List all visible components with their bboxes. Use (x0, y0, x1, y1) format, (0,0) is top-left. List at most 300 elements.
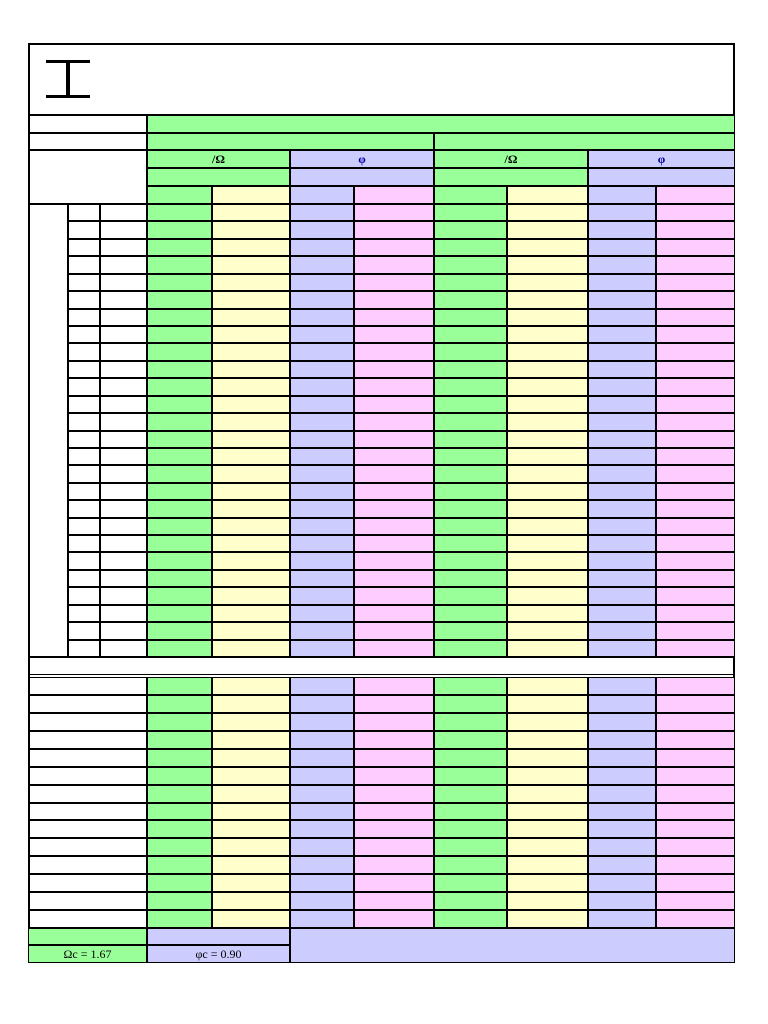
data-cell[interactable] (656, 677, 735, 695)
data-cell[interactable] (147, 221, 212, 239)
data-cell[interactable] (656, 518, 735, 535)
data-cell[interactable] (147, 749, 212, 767)
data-cell[interactable] (434, 605, 507, 622)
data-cell[interactable] (588, 518, 656, 535)
data-cell[interactable] (588, 605, 656, 622)
data-cell[interactable] (290, 767, 354, 785)
data-cell[interactable] (290, 874, 354, 892)
data-cell[interactable] (588, 803, 656, 820)
data-cell[interactable] (507, 731, 588, 749)
data-cell[interactable] (434, 587, 507, 605)
data-cell[interactable] (507, 343, 588, 361)
data-cell[interactable] (147, 570, 212, 587)
data-cell[interactable] (212, 291, 290, 309)
data-cell[interactable] (588, 749, 656, 767)
data-cell[interactable] (656, 713, 735, 731)
data-cell[interactable] (290, 677, 354, 695)
data-cell[interactable] (434, 518, 507, 535)
data-cell[interactable] (147, 605, 212, 622)
data-cell[interactable] (290, 274, 354, 291)
data-cell[interactable] (354, 767, 434, 785)
data-cell[interactable] (588, 785, 656, 803)
data-cell[interactable] (507, 803, 588, 820)
data-cell[interactable] (212, 749, 290, 767)
data-cell[interactable] (212, 413, 290, 431)
data-cell[interactable] (212, 518, 290, 535)
data-cell[interactable] (656, 892, 735, 910)
data-cell[interactable] (354, 291, 434, 309)
data-cell[interactable] (507, 749, 588, 767)
data-cell[interactable] (656, 749, 735, 767)
data-cell[interactable] (354, 552, 434, 570)
data-cell[interactable] (656, 326, 735, 343)
data-cell[interactable] (507, 274, 588, 291)
data-cell[interactable] (354, 695, 434, 713)
data-cell[interactable] (434, 552, 507, 570)
data-cell[interactable] (212, 820, 290, 838)
data-cell[interactable] (656, 785, 735, 803)
data-cell[interactable] (212, 785, 290, 803)
data-cell[interactable] (656, 291, 735, 309)
data-cell[interactable] (434, 274, 507, 291)
data-cell[interactable] (434, 910, 507, 928)
data-cell[interactable] (434, 431, 507, 448)
data-cell[interactable] (290, 695, 354, 713)
data-cell[interactable] (507, 256, 588, 274)
data-cell[interactable] (588, 204, 656, 221)
data-cell[interactable] (588, 500, 656, 518)
data-cell[interactable] (656, 874, 735, 892)
data-cell[interactable] (147, 256, 212, 274)
data-cell[interactable] (434, 622, 507, 640)
data-cell[interactable] (434, 640, 507, 657)
data-cell[interactable] (507, 518, 588, 535)
data-cell[interactable] (588, 767, 656, 785)
data-cell[interactable] (588, 326, 656, 343)
data-cell[interactable] (147, 838, 212, 856)
data-cell[interactable] (212, 239, 290, 256)
data-cell[interactable] (656, 465, 735, 483)
data-cell[interactable] (507, 767, 588, 785)
data-cell[interactable] (212, 378, 290, 396)
data-cell[interactable] (354, 677, 434, 695)
data-cell[interactable] (212, 309, 290, 326)
data-cell[interactable] (290, 500, 354, 518)
data-cell[interactable] (212, 256, 290, 274)
data-cell[interactable] (656, 838, 735, 856)
data-cell[interactable] (588, 413, 656, 431)
data-cell[interactable] (434, 803, 507, 820)
data-cell[interactable] (507, 378, 588, 396)
data-cell[interactable] (434, 309, 507, 326)
data-cell[interactable] (434, 731, 507, 749)
data-cell[interactable] (507, 204, 588, 221)
data-cell[interactable] (656, 622, 735, 640)
data-cell[interactable] (588, 343, 656, 361)
data-cell[interactable] (147, 767, 212, 785)
data-cell[interactable] (434, 892, 507, 910)
data-cell[interactable] (290, 856, 354, 874)
data-cell[interactable] (588, 731, 656, 749)
data-cell[interactable] (434, 838, 507, 856)
data-cell[interactable] (354, 239, 434, 256)
data-cell[interactable] (507, 413, 588, 431)
data-cell[interactable] (434, 448, 507, 465)
data-cell[interactable] (656, 378, 735, 396)
data-cell[interactable] (507, 910, 588, 928)
data-cell[interactable] (434, 361, 507, 378)
data-cell[interactable] (507, 500, 588, 518)
data-cell[interactable] (354, 570, 434, 587)
data-cell[interactable] (212, 767, 290, 785)
data-cell[interactable] (656, 343, 735, 361)
data-cell[interactable] (354, 605, 434, 622)
data-cell[interactable] (354, 274, 434, 291)
data-cell[interactable] (147, 535, 212, 552)
data-cell[interactable] (147, 587, 212, 605)
data-cell[interactable] (507, 856, 588, 874)
data-cell[interactable] (507, 587, 588, 605)
data-cell[interactable] (656, 535, 735, 552)
data-cell[interactable] (507, 570, 588, 587)
data-cell[interactable] (507, 640, 588, 657)
data-cell[interactable] (212, 856, 290, 874)
data-cell[interactable] (354, 500, 434, 518)
data-cell[interactable] (290, 204, 354, 221)
data-cell[interactable] (212, 803, 290, 820)
data-cell[interactable] (507, 605, 588, 622)
data-cell[interactable] (507, 713, 588, 731)
data-cell[interactable] (147, 291, 212, 309)
data-cell[interactable] (656, 640, 735, 657)
data-cell[interactable] (507, 622, 588, 640)
data-cell[interactable] (147, 552, 212, 570)
data-cell[interactable] (434, 713, 507, 731)
data-cell[interactable] (434, 677, 507, 695)
data-cell[interactable] (507, 291, 588, 309)
data-cell[interactable] (588, 820, 656, 838)
data-cell[interactable] (434, 874, 507, 892)
data-cell[interactable] (434, 239, 507, 256)
data-cell[interactable] (354, 587, 434, 605)
data-cell[interactable] (290, 535, 354, 552)
data-cell[interactable] (212, 695, 290, 713)
data-cell[interactable] (290, 552, 354, 570)
data-cell[interactable] (656, 361, 735, 378)
data-cell[interactable] (212, 874, 290, 892)
data-cell[interactable] (212, 605, 290, 622)
data-cell[interactable] (290, 570, 354, 587)
data-cell[interactable] (212, 274, 290, 291)
data-cell[interactable] (354, 396, 434, 413)
data-cell[interactable] (434, 465, 507, 483)
data-cell[interactable] (656, 731, 735, 749)
data-cell[interactable] (434, 413, 507, 431)
data-cell[interactable] (147, 500, 212, 518)
data-cell[interactable] (290, 910, 354, 928)
data-cell[interactable] (507, 874, 588, 892)
data-cell[interactable] (147, 361, 212, 378)
data-cell[interactable] (588, 838, 656, 856)
data-cell[interactable] (354, 785, 434, 803)
data-cell[interactable] (147, 483, 212, 500)
data-cell[interactable] (354, 535, 434, 552)
data-cell[interactable] (434, 749, 507, 767)
data-cell[interactable] (147, 856, 212, 874)
data-cell[interactable] (588, 552, 656, 570)
data-cell[interactable] (212, 448, 290, 465)
data-cell[interactable] (656, 570, 735, 587)
data-cell[interactable] (147, 731, 212, 749)
data-cell[interactable] (290, 820, 354, 838)
data-cell[interactable] (354, 820, 434, 838)
data-cell[interactable] (656, 552, 735, 570)
data-cell[interactable] (212, 910, 290, 928)
data-cell[interactable] (507, 361, 588, 378)
data-cell[interactable] (290, 431, 354, 448)
data-cell[interactable] (507, 239, 588, 256)
data-cell[interactable] (588, 274, 656, 291)
data-cell[interactable] (212, 677, 290, 695)
data-cell[interactable] (290, 309, 354, 326)
data-cell[interactable] (147, 465, 212, 483)
data-cell[interactable] (147, 326, 212, 343)
data-cell[interactable] (354, 910, 434, 928)
data-cell[interactable] (507, 483, 588, 500)
data-cell[interactable] (212, 622, 290, 640)
data-cell[interactable] (147, 677, 212, 695)
data-cell[interactable] (354, 874, 434, 892)
data-cell[interactable] (354, 448, 434, 465)
data-cell[interactable] (212, 396, 290, 413)
data-cell[interactable] (147, 343, 212, 361)
data-cell[interactable] (147, 413, 212, 431)
data-cell[interactable] (656, 587, 735, 605)
data-cell[interactable] (507, 892, 588, 910)
data-cell[interactable] (290, 785, 354, 803)
data-cell[interactable] (354, 256, 434, 274)
data-cell[interactable] (212, 587, 290, 605)
data-cell[interactable] (354, 413, 434, 431)
data-cell[interactable] (434, 326, 507, 343)
data-cell[interactable] (147, 785, 212, 803)
data-cell[interactable] (290, 587, 354, 605)
data-cell[interactable] (656, 274, 735, 291)
data-cell[interactable] (212, 731, 290, 749)
data-cell[interactable] (147, 874, 212, 892)
data-cell[interactable] (434, 767, 507, 785)
data-cell[interactable] (212, 838, 290, 856)
data-cell[interactable] (290, 448, 354, 465)
data-cell[interactable] (588, 465, 656, 483)
data-cell[interactable] (434, 695, 507, 713)
data-cell[interactable] (147, 622, 212, 640)
data-cell[interactable] (656, 605, 735, 622)
data-cell[interactable] (354, 221, 434, 239)
data-cell[interactable] (147, 378, 212, 396)
data-cell[interactable] (507, 677, 588, 695)
data-cell[interactable] (588, 378, 656, 396)
data-cell[interactable] (434, 256, 507, 274)
data-cell[interactable] (588, 239, 656, 256)
data-cell[interactable] (656, 820, 735, 838)
data-cell[interactable] (354, 838, 434, 856)
data-cell[interactable] (588, 695, 656, 713)
data-cell[interactable] (290, 518, 354, 535)
data-cell[interactable] (434, 820, 507, 838)
data-cell[interactable] (588, 396, 656, 413)
data-cell[interactable] (588, 677, 656, 695)
data-cell[interactable] (212, 640, 290, 657)
data-cell[interactable] (290, 749, 354, 767)
data-cell[interactable] (212, 713, 290, 731)
data-cell[interactable] (290, 361, 354, 378)
data-cell[interactable] (588, 892, 656, 910)
data-cell[interactable] (290, 413, 354, 431)
data-cell[interactable] (354, 622, 434, 640)
data-cell[interactable] (290, 605, 354, 622)
data-cell[interactable] (656, 413, 735, 431)
data-cell[interactable] (434, 378, 507, 396)
data-cell[interactable] (588, 221, 656, 239)
data-cell[interactable] (290, 731, 354, 749)
data-cell[interactable] (147, 518, 212, 535)
data-cell[interactable] (147, 448, 212, 465)
data-cell[interactable] (588, 361, 656, 378)
data-cell[interactable] (212, 465, 290, 483)
data-cell[interactable] (507, 431, 588, 448)
data-cell[interactable] (434, 221, 507, 239)
data-cell[interactable] (507, 221, 588, 239)
data-cell[interactable] (290, 291, 354, 309)
data-cell[interactable] (290, 713, 354, 731)
data-cell[interactable] (147, 239, 212, 256)
data-cell[interactable] (147, 396, 212, 413)
data-cell[interactable] (147, 204, 212, 221)
data-cell[interactable] (290, 396, 354, 413)
data-cell[interactable] (212, 535, 290, 552)
data-cell[interactable] (212, 431, 290, 448)
data-cell[interactable] (507, 465, 588, 483)
data-cell[interactable] (354, 204, 434, 221)
data-cell[interactable] (507, 309, 588, 326)
data-cell[interactable] (147, 640, 212, 657)
data-cell[interactable] (212, 892, 290, 910)
data-cell[interactable] (656, 695, 735, 713)
data-cell[interactable] (434, 291, 507, 309)
data-cell[interactable] (588, 256, 656, 274)
data-cell[interactable] (588, 587, 656, 605)
data-cell[interactable] (147, 431, 212, 448)
data-cell[interactable] (656, 483, 735, 500)
data-cell[interactable] (354, 731, 434, 749)
data-cell[interactable] (147, 713, 212, 731)
data-cell[interactable] (588, 483, 656, 500)
data-cell[interactable] (212, 343, 290, 361)
data-cell[interactable] (290, 622, 354, 640)
data-cell[interactable] (212, 483, 290, 500)
data-cell[interactable] (354, 465, 434, 483)
data-cell[interactable] (434, 535, 507, 552)
data-cell[interactable] (354, 640, 434, 657)
data-cell[interactable] (290, 256, 354, 274)
data-cell[interactable] (656, 256, 735, 274)
data-cell[interactable] (656, 910, 735, 928)
data-cell[interactable] (656, 448, 735, 465)
data-cell[interactable] (354, 892, 434, 910)
data-cell[interactable] (212, 552, 290, 570)
data-cell[interactable] (290, 221, 354, 239)
data-cell[interactable] (507, 838, 588, 856)
data-cell[interactable] (656, 309, 735, 326)
data-cell[interactable] (354, 483, 434, 500)
data-cell[interactable] (212, 204, 290, 221)
data-cell[interactable] (354, 309, 434, 326)
data-cell[interactable] (290, 326, 354, 343)
data-cell[interactable] (147, 309, 212, 326)
data-cell[interactable] (507, 820, 588, 838)
data-cell[interactable] (354, 326, 434, 343)
data-cell[interactable] (290, 838, 354, 856)
data-cell[interactable] (434, 483, 507, 500)
data-cell[interactable] (507, 695, 588, 713)
data-cell[interactable] (212, 326, 290, 343)
data-cell[interactable] (354, 518, 434, 535)
data-cell[interactable] (507, 396, 588, 413)
data-cell[interactable] (212, 500, 290, 518)
data-cell[interactable] (354, 378, 434, 396)
data-cell[interactable] (507, 785, 588, 803)
data-cell[interactable] (588, 431, 656, 448)
data-cell[interactable] (434, 343, 507, 361)
data-cell[interactable] (212, 570, 290, 587)
data-cell[interactable] (588, 309, 656, 326)
data-cell[interactable] (588, 874, 656, 892)
data-cell[interactable] (507, 326, 588, 343)
data-cell[interactable] (588, 713, 656, 731)
data-cell[interactable] (507, 535, 588, 552)
data-cell[interactable] (290, 803, 354, 820)
data-cell[interactable] (588, 622, 656, 640)
data-cell[interactable] (290, 378, 354, 396)
data-cell[interactable] (656, 856, 735, 874)
data-cell[interactable] (656, 239, 735, 256)
data-cell[interactable] (588, 640, 656, 657)
data-cell[interactable] (354, 803, 434, 820)
data-cell[interactable] (507, 448, 588, 465)
data-cell[interactable] (147, 695, 212, 713)
data-cell[interactable] (290, 465, 354, 483)
data-cell[interactable] (588, 856, 656, 874)
data-cell[interactable] (354, 343, 434, 361)
data-cell[interactable] (290, 892, 354, 910)
data-cell[interactable] (588, 570, 656, 587)
data-cell[interactable] (656, 396, 735, 413)
data-cell[interactable] (434, 785, 507, 803)
data-cell[interactable] (290, 343, 354, 361)
data-cell[interactable] (290, 483, 354, 500)
data-cell[interactable] (354, 749, 434, 767)
data-cell[interactable] (507, 552, 588, 570)
data-cell[interactable] (290, 640, 354, 657)
data-cell[interactable] (656, 500, 735, 518)
data-cell[interactable] (656, 767, 735, 785)
data-cell[interactable] (354, 361, 434, 378)
data-cell[interactable] (354, 431, 434, 448)
data-cell[interactable] (290, 239, 354, 256)
data-cell[interactable] (588, 448, 656, 465)
data-cell[interactable] (588, 291, 656, 309)
